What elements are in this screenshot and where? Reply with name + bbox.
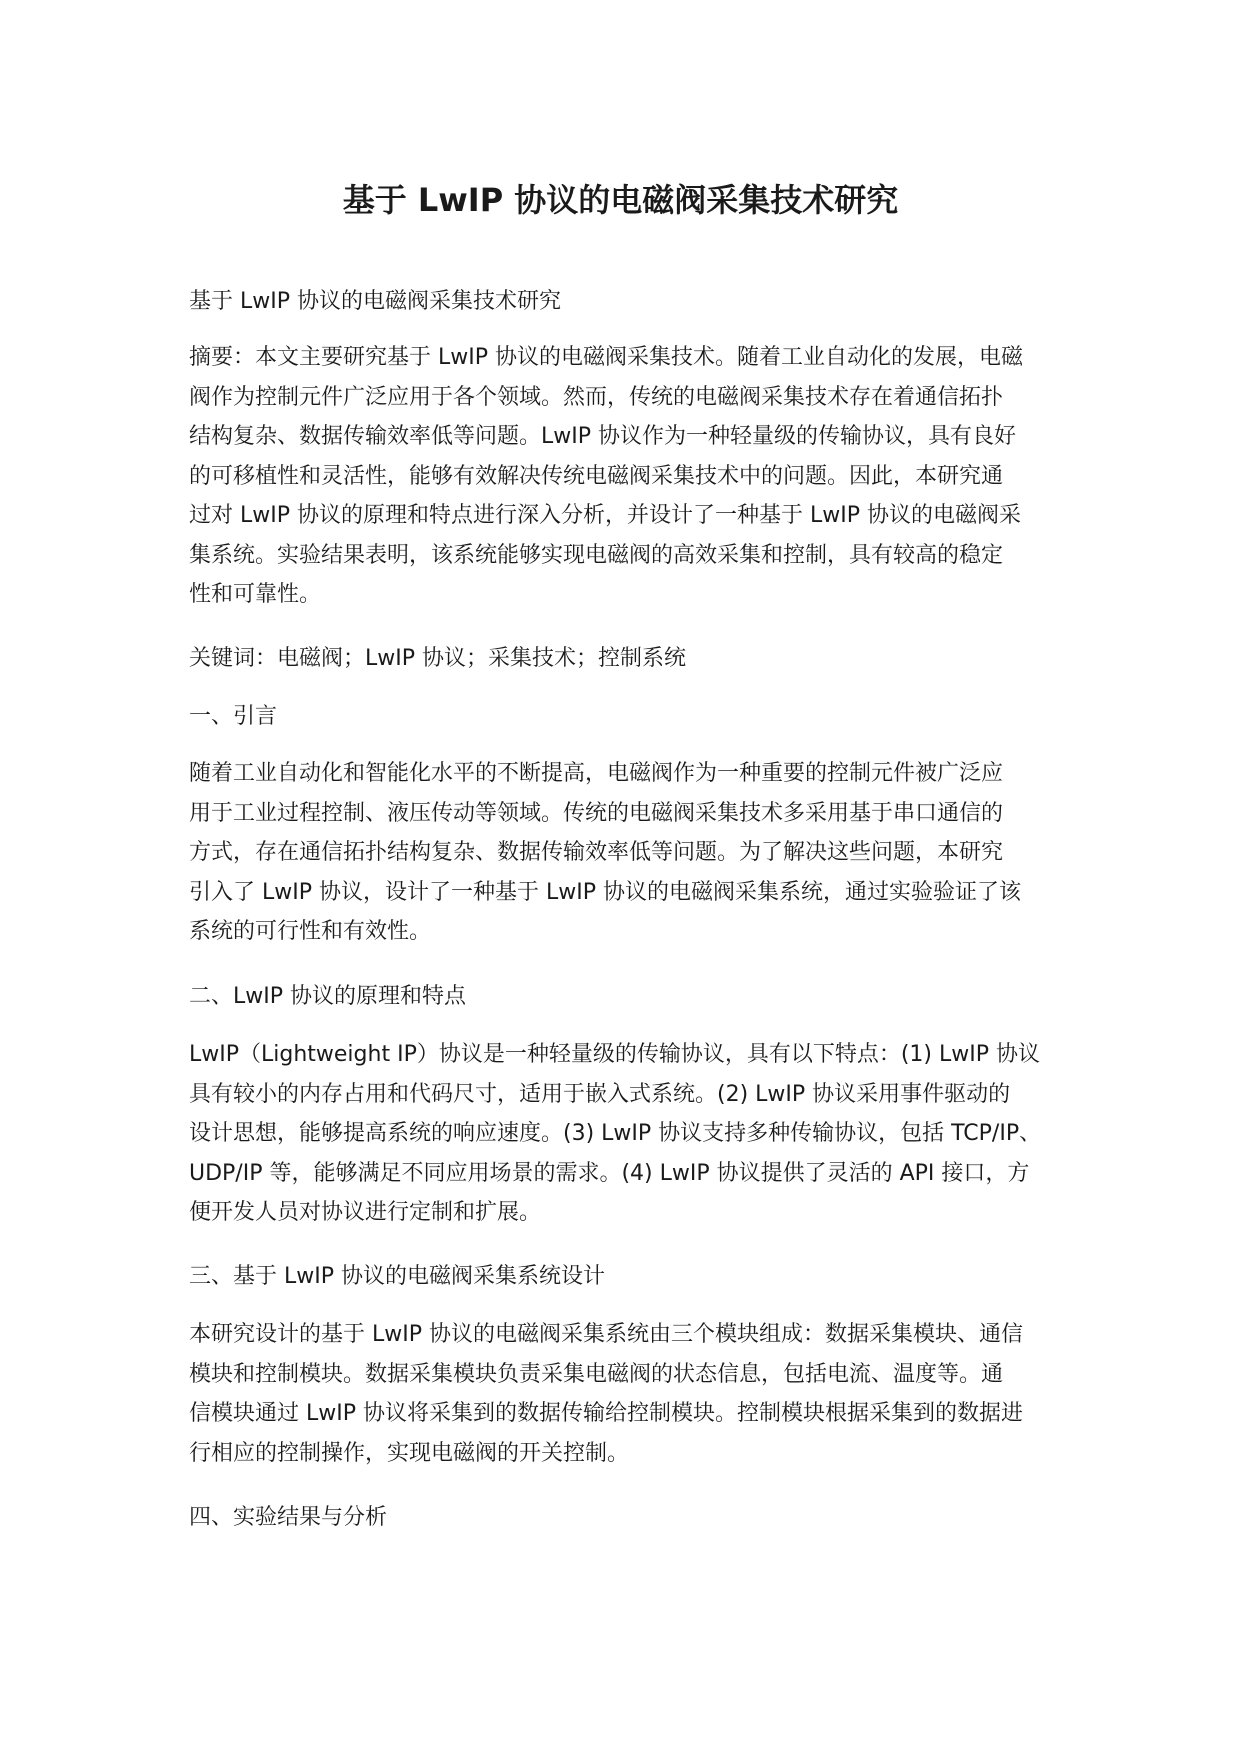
section-heading-lwip-principles: 二、LwIP 协议的原理和特点	[189, 984, 466, 1009]
section-heading-introduction: 一、引言	[189, 704, 278, 729]
paragraph-line: 设计思想，能够提高系统的响应速度。(3) LwIP 协议支持多种传输协议，包括 TCP/IP、	[189, 1121, 1042, 1146]
paragraph-line: 系统的可行性和有效性。	[189, 919, 432, 944]
abstract-line: 的可移植性和灵活性，能够有效解决传统电磁阀采集技术中的问题。因此，本研究通	[189, 463, 1004, 489]
paragraph-line: LwIP（Lightweight IP）协议是一种轻量级的传输协议，具有以下特点：(1) LwIP 协议	[189, 1042, 1040, 1067]
document-subtitle: 基于 LwIP 协议的电磁阀采集技术研究	[189, 289, 561, 314]
introduction-paragraph	[189, 754, 1064, 952]
paragraph-line: 信模块通过 LwIP 协议将采集到的数据传输给控制模块。控制模块根据采集到的数据进	[189, 1401, 1023, 1426]
paragraph-line: 引入了 LwIP 协议，设计了一种基于 LwIP 协议的电磁阀采集系统，通过实验验证了该	[189, 879, 1021, 905]
document-title: 基于 LwIP 协议的电磁阀采集技术研究	[342, 181, 899, 219]
paragraph-line: UDP/IP 等，能够满足不同应用场景的需求。(4) LwIP 协议提供了灵活的 API 接口，方	[189, 1160, 1030, 1186]
paragraph-line: 行相应的控制操作，实现电磁阀的开关控制。	[189, 1440, 630, 1466]
paragraph-line: 模块和控制模块。数据采集模块负责采集电磁阀的状态信息，包括电流、温度等。通	[189, 1361, 1004, 1387]
system-design-paragraph	[189, 1315, 1064, 1473]
abstract-line: 结构复杂、数据传输效率低等问题。LwIP 协议作为一种轻量级的传输协议，具有良好	[189, 424, 1017, 449]
paragraph-line: 便开发人员对协议进行定制和扩展。	[189, 1200, 542, 1225]
section-heading-results: 四、实验结果与分析	[189, 1505, 388, 1530]
abstract-line: 过对 LwIP 协议的原理和特点进行深入分析，并设计了一种基于 LwIP 协议的电磁阀采	[189, 503, 1021, 528]
paragraph-line: 随着工业自动化和智能化水平的不断提高，电磁阀作为一种重要的控制元件被广泛应	[189, 761, 1004, 786]
lwip-principles-paragraph	[189, 1035, 1064, 1233]
keywords-line: 关键词：电磁阀；LwIP 协议；采集技术；控制系统	[189, 646, 686, 671]
abstract-line: 性和可靠性。	[189, 582, 322, 607]
abstract-line: 阀作为控制元件广泛应用于各个领域。然而，传统的电磁阀采集技术存在着通信拓扑	[189, 384, 1004, 410]
paragraph-line: 具有较小的内存占用和代码尺寸，适用于嵌入式系统。(2) LwIP 协议采用事件驱动的	[189, 1081, 1011, 1107]
abstract-line: 集系统。实验结果表明，该系统能够实现电磁阀的高效采集和控制，具有较高的稳定	[189, 542, 1004, 568]
abstract-paragraph	[189, 338, 1064, 615]
section-heading-system-design: 三、基于 LwIP 协议的电磁阀采集系统设计	[189, 1264, 605, 1289]
paragraph-line: 本研究设计的基于 LwIP 协议的电磁阀采集系统由三个模块组成：数据采集模块、通信	[189, 1322, 1023, 1347]
paragraph-line: 用于工业过程控制、液压传动等领域。传统的电磁阀采集技术多采用基于串口通信的	[189, 800, 1004, 826]
paragraph-line: 方式，存在通信拓扑结构复杂、数据传输效率低等问题。为了解决这些问题，本研究	[189, 840, 1004, 865]
abstract-line: 摘要：本文主要研究基于 LwIP 协议的电磁阀采集技术。随着工业自动化的发展，电磁	[189, 345, 1023, 370]
